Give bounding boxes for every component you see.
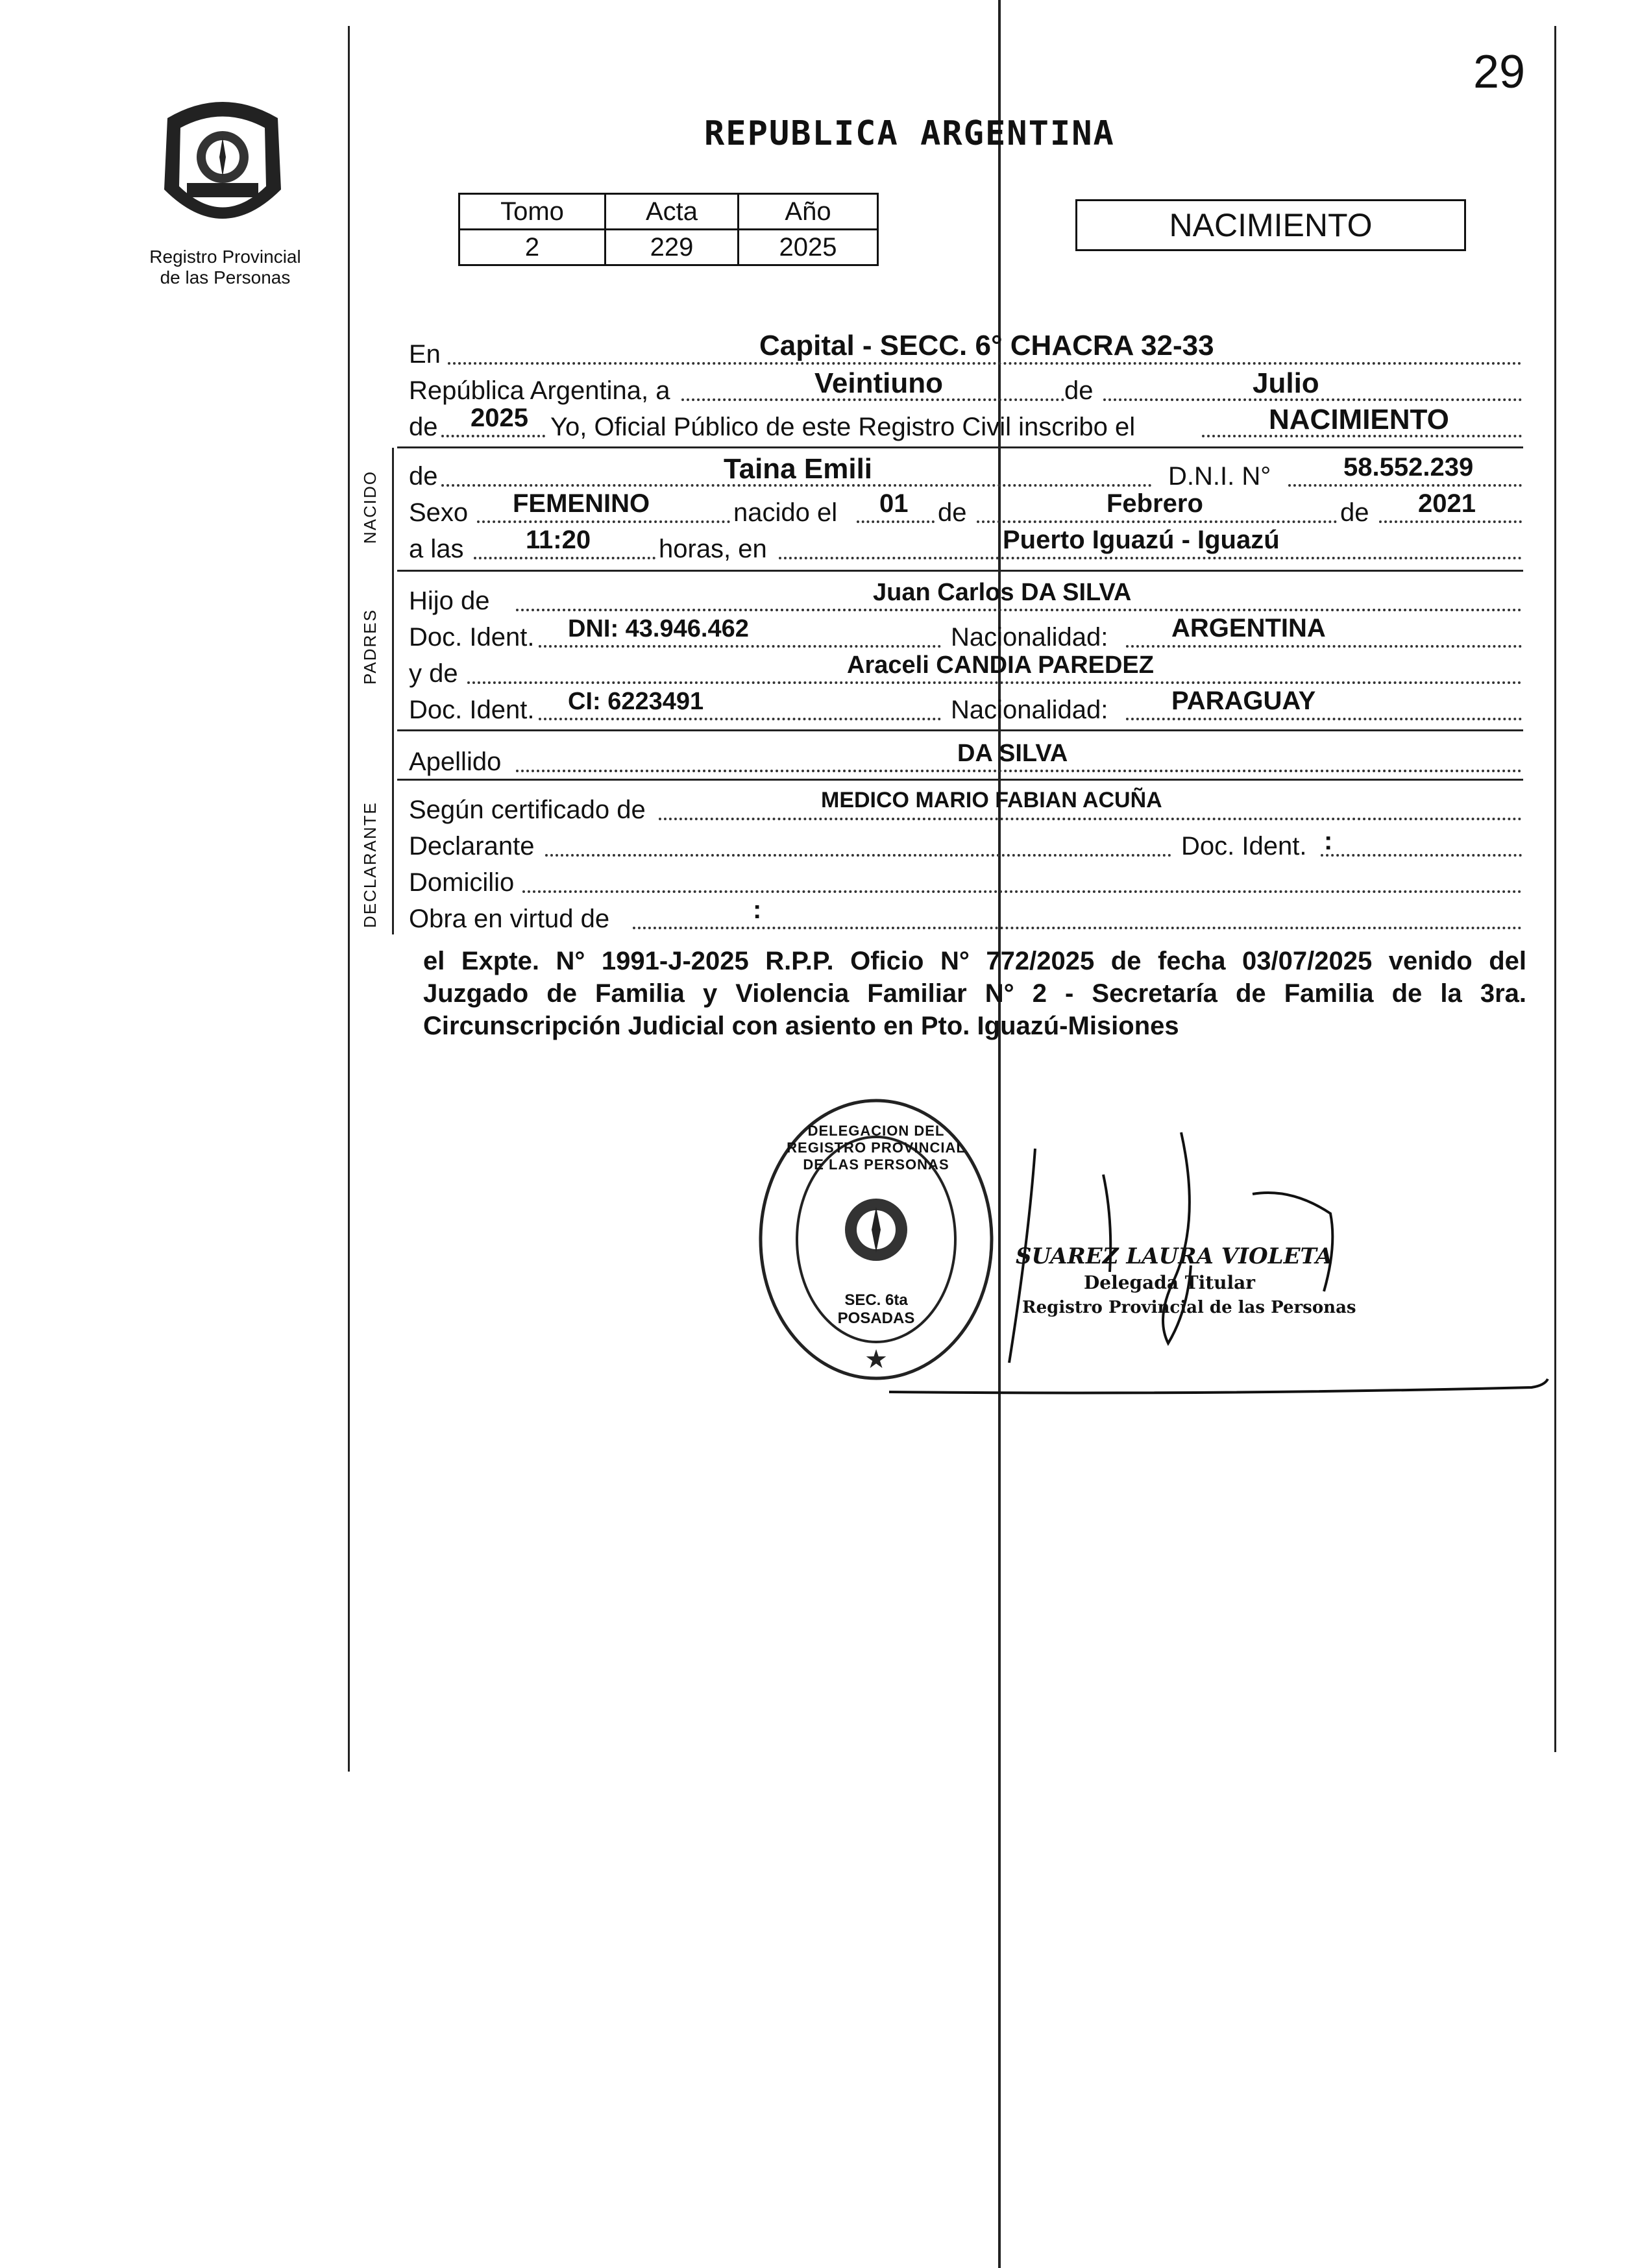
declarante-dotline <box>545 854 1171 857</box>
table-header-acta: Acta <box>606 194 739 230</box>
record-type-box: NACIMIENTO <box>1075 199 1466 251</box>
side-bracket-line <box>392 448 394 934</box>
page-number: 29 <box>1473 46 1526 98</box>
nac-dia-dotline <box>857 520 935 523</box>
province-logo <box>154 92 291 241</box>
dni-label: D.N.I. N° <box>1168 462 1271 491</box>
stamp-inner-text: SEC. 6ta POSADAS <box>837 1291 915 1327</box>
oficial-text: Yo, Oficial Público de este Registro Civil inscribo el <box>550 413 1136 441</box>
signature-name: SUAREZ LAURA VIOLETA <box>1016 1243 1333 1269</box>
resolution-text: el Expte. N° 1991-J-2025 R.P.P. Oficio N° 772/2025 de fecha 03/07/2025 venido del Juzgado de Familia y Violencia Familiar N° 2 - Secretaría de Familia de la 3ra. Circunscripción Judicial con asiento en Pto. Iguazú-Misiones <box>423 947 1526 1040</box>
en-label: En <box>409 340 441 369</box>
section-divider-3 <box>397 729 1523 731</box>
table-header-anio: Año <box>739 194 878 230</box>
apellido-dotline <box>516 770 1522 772</box>
lugar-value: Puerto Iguazú - Iguazú <box>1003 526 1280 554</box>
record-number-table <box>458 193 879 266</box>
dni-value: 58.552.239 <box>1343 453 1474 482</box>
apellido-label: Apellido <box>409 748 502 776</box>
certificado-dotline <box>659 818 1522 820</box>
anio-value: 2025 <box>471 404 528 432</box>
horas-en-label: horas, en <box>659 535 767 563</box>
logo-caption-line2: de las Personas <box>160 267 291 287</box>
nac-dia-value: 01 <box>879 489 909 518</box>
padre-doc-value: DNI: 43.946.462 <box>568 615 749 642</box>
right-margin-line <box>1554 26 1556 1752</box>
table-value-tomo: 2 <box>459 230 606 265</box>
padre-nac-value: ARGENTINA <box>1171 614 1326 642</box>
stamp-ring-text: DELEGACION DEL REGISTRO PROVINCIAL DE LAS PERSONAS <box>787 1123 966 1173</box>
dni-dotline <box>1288 484 1522 487</box>
apellido-value: DA SILVA <box>957 740 1068 767</box>
section-divider-4 <box>397 779 1523 781</box>
section-divider-2 <box>397 570 1523 572</box>
nac-mes-value: Febrero <box>1107 489 1203 518</box>
hora-value: 11:20 <box>526 526 591 554</box>
svg-text:★: ★ <box>864 1345 888 1374</box>
side-label-padres: PADRES <box>360 609 380 685</box>
section-divider-1 <box>397 446 1523 448</box>
left-margin-line <box>348 26 350 1772</box>
nac-anio-value: 2021 <box>1418 489 1476 518</box>
en-dotline <box>448 362 1522 365</box>
inscribo-value: NACIMIENTO <box>1269 404 1449 435</box>
decl-doc-label: Doc. Ident. <box>1181 832 1307 860</box>
side-label-declarante: DECLARANTE <box>360 801 380 928</box>
nac-de2-label: de <box>1340 498 1369 527</box>
anio-de-label: de <box>409 413 438 441</box>
sexo-value: FEMENINO <box>513 489 650 518</box>
madre-nac-dotline <box>1126 718 1522 720</box>
madre-value: Araceli CANDIA PAREDEZ <box>847 652 1154 679</box>
lugar-dotline <box>779 557 1522 559</box>
signature-title: Delegada Titular <box>1084 1272 1256 1293</box>
padre-value: Juan Carlos DA SILVA <box>873 579 1132 606</box>
mes-value: Julio <box>1253 367 1319 399</box>
decl-doc-value: : <box>1324 827 1333 855</box>
official-stamp <box>756 1097 996 1382</box>
padre-nac-dotline <box>1126 645 1522 648</box>
certificado-label: Según certificado de <box>409 796 646 824</box>
anio-dotline <box>441 435 545 437</box>
nac-mes-dotline <box>977 520 1337 523</box>
padre-doc-label: Doc. Ident. <box>409 623 535 652</box>
hora-dotline <box>474 557 655 559</box>
domicilio-label: Domicilio <box>409 868 515 897</box>
declarante-label: Declarante <box>409 832 535 860</box>
yde-label: y de <box>409 659 458 688</box>
madre-dotline <box>467 681 1522 684</box>
padre-nac-label: Nacionalidad: <box>951 623 1108 652</box>
madre-nac-label: Nacionalidad: <box>951 696 1108 724</box>
en-value: Capital - SECC. 6° CHACRA 32-33 <box>759 330 1214 361</box>
padre-doc-dotline <box>539 645 941 648</box>
sexo-label: Sexo <box>409 498 469 527</box>
logo-caption-line1: Registro Provincial <box>149 247 301 267</box>
domicilio-dotline <box>522 890 1522 893</box>
nac-de-label: de <box>938 498 967 527</box>
madre-doc-label: Doc. Ident. <box>409 696 535 724</box>
table-header-tomo: Tomo <box>459 194 606 230</box>
sexo-dotline <box>477 520 730 523</box>
mes-de-label: de <box>1064 376 1094 405</box>
madre-doc-dotline <box>539 718 941 720</box>
hijo-label: Hijo de <box>409 587 490 615</box>
side-label-nacido: NACIDO <box>360 470 380 544</box>
country-title: REPUBLICA ARGENTINA <box>704 114 1115 153</box>
decl-doc-dotline <box>1321 854 1522 857</box>
obra-label: Obra en virtud de <box>409 905 610 933</box>
nac-anio-dotline <box>1379 520 1522 523</box>
table-value-acta: 229 <box>606 230 739 265</box>
nombre-value: Taina Emili <box>724 453 873 485</box>
nombre-label: de <box>409 462 438 491</box>
madre-nac-value: PARAGUAY <box>1171 687 1316 715</box>
obra-dotline <box>633 927 1522 929</box>
table-value-anio: 2025 <box>739 230 878 265</box>
signature-org: Registro Provincial de las Personas <box>1022 1298 1356 1317</box>
signature-underline <box>889 1376 1551 1402</box>
obra-value: : <box>753 896 762 924</box>
hora-label: a las <box>409 535 464 563</box>
dia-value: Veintiuno <box>814 367 943 399</box>
nacido-el-label: nacido el <box>733 498 838 527</box>
republica-label: República Argentina, a <box>409 376 670 405</box>
madre-doc-value: CI: 6223491 <box>568 688 704 715</box>
padre-dotline <box>516 609 1522 611</box>
certificado-value: MEDICO MARIO FABIAN ACUÑA <box>821 788 1162 812</box>
